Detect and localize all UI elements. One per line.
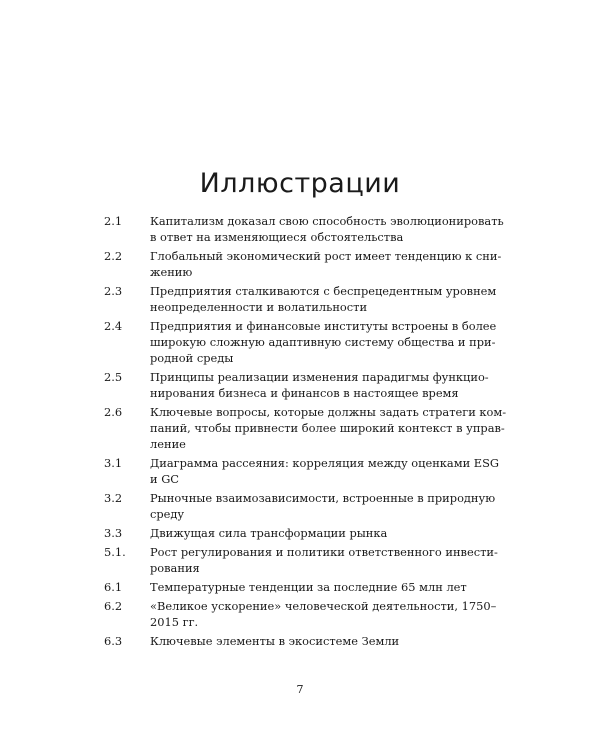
list-item [104, 525, 484, 541]
illustration-title-line: 2015 гг. [150, 615, 199, 629]
illustration-title-line: Предприятия и финансовые институты встроены в более [150, 319, 497, 333]
illustration-number: 2.2 [104, 249, 123, 263]
illustration-number: 3.1 [104, 456, 123, 470]
illustration-number: 5.1. [104, 545, 126, 559]
illustration-title [150, 369, 489, 401]
illustration-title-line: жению [150, 265, 193, 279]
list-item [104, 490, 496, 522]
list-item [104, 633, 484, 649]
illustration-number: 2.1 [104, 214, 123, 228]
illustration-title-line: и GC [150, 472, 180, 486]
illustration-title-line: ление [150, 437, 186, 451]
illustration-title [150, 318, 496, 366]
illustration-number: 2.6 [104, 405, 123, 419]
illustration-title [150, 283, 496, 315]
list-item [104, 579, 484, 595]
list-item [104, 248, 502, 280]
illustration-number: 6.3 [104, 634, 123, 648]
illustration-number: 3.2 [104, 491, 123, 505]
list-item [104, 455, 499, 487]
illustration-title [150, 525, 484, 541]
illustration-title [150, 544, 498, 576]
illustration-title-line: Движущая сила трансформации рынка [150, 526, 388, 540]
illustration-title-line: «Великое ускорение» человеческой деятельности, 1750– [150, 599, 497, 613]
illustration-title [150, 404, 506, 452]
illustration-title-line: Принципы реализации изменения парадигмы функцио- [150, 370, 489, 384]
illustration-title-line: Ключевые элементы в экосистеме Земли [150, 634, 400, 648]
illustration-title-line: Предприятия сталкиваются с беспрецедентным уровнем [150, 284, 497, 298]
list-item [104, 213, 504, 245]
illustration-title-line: Температурные тенденции за последние 65 млн лет [150, 580, 467, 594]
illustration-title-line: Глобальный экономический рост имеет тенденцию к сни- [150, 249, 502, 263]
page-number: 7 [296, 683, 304, 696]
illustration-title-line: Рыночные взаимозависимости, встроенные в природную [150, 491, 496, 505]
illustration-title-line: в ответ на изменяющиеся обстоятельства [150, 230, 404, 244]
illustration-title [150, 633, 484, 649]
list-item [104, 318, 497, 366]
illustration-title-line: Рост регулирования и политики ответственного инвести- [150, 545, 498, 559]
illustration-number: 2.5 [104, 370, 123, 384]
illustration-title-line: среду [150, 507, 185, 521]
illustration-title [150, 248, 501, 280]
illustration-number: 6.2 [104, 599, 123, 613]
illustration-title [150, 490, 495, 522]
illustration-title-line: паний, чтобы привнести более широкий контекст в управ- [150, 421, 505, 435]
illustration-number: 2.4 [104, 319, 123, 333]
page-title: Иллюстрации [199, 168, 401, 199]
illustration-title-line: Капитализм доказал свою способность эволюционировать [150, 214, 504, 228]
illustration-title-line: неопределенности и волатильности [150, 300, 368, 314]
list-item [104, 404, 507, 452]
list-item [104, 598, 497, 630]
illustrations-list [104, 213, 507, 652]
illustration-title [150, 579, 484, 595]
illustration-title-line: Ключевые вопросы, которые должны задать стратеги ком- [150, 405, 507, 419]
illustration-title-line: родной среды [150, 351, 234, 365]
illustration-title-line: Диаграмма рассеяния: корреляция между оценками ESG [150, 456, 499, 470]
illustration-number: 2.3 [104, 284, 123, 298]
illustration-title-line: рования [150, 561, 200, 575]
list-item [104, 369, 489, 401]
illustration-title-line: широкую сложную адаптивную систему общества и при- [150, 335, 496, 349]
illustration-title [150, 455, 499, 487]
illustration-title-line: нирования бизнеса и финансов в настоящее время [150, 386, 459, 400]
illustration-number: 3.3 [104, 526, 123, 540]
illustration-title [150, 213, 504, 245]
list-item [104, 283, 497, 315]
illustration-number: 6.1 [104, 580, 123, 594]
illustration-title [150, 598, 496, 630]
list-item [104, 544, 498, 576]
